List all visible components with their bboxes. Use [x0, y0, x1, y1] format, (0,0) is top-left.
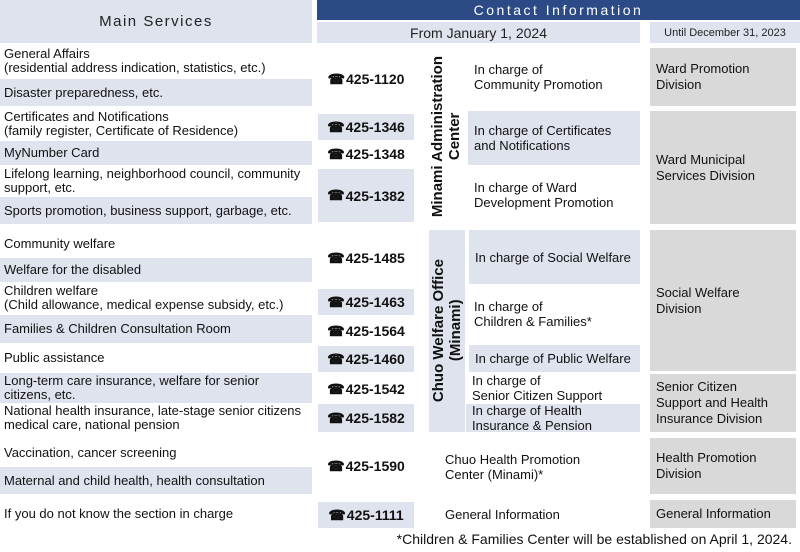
telephone-icon: ☎	[327, 70, 346, 87]
telephone-icon: ☎	[327, 293, 345, 310]
service-label: Long-term care insurance, welfare for senior	[4, 373, 260, 388]
from-date-label: From January 1, 2024	[410, 24, 547, 41]
service-row	[0, 258, 312, 282]
division-senior-citizen-support-health-insurance	[650, 374, 796, 432]
phone-value: 425-1485	[345, 250, 405, 266]
unit-label: General Information	[445, 506, 560, 522]
service-row	[0, 344, 312, 372]
service-label: Community welfare	[4, 236, 116, 251]
service-row	[0, 141, 312, 165]
telephone-icon: ☎	[327, 145, 345, 162]
unit-label: Senior Citizen Support	[472, 388, 603, 403]
contact-information-header	[317, 0, 800, 20]
service-sublabel: medical care, national pension	[4, 417, 180, 432]
service-sublabel: (family register, Certificate of Residence)	[4, 123, 239, 138]
unit-label: Center (Minami)*	[445, 467, 544, 482]
phone-number	[318, 404, 414, 432]
unit-label: Community Promotion	[474, 77, 603, 92]
group-label-line: Chuo Welfare Office	[430, 259, 447, 403]
footnote: *Children & Families Center will be established on April 1, 2024.	[396, 531, 792, 547]
contact-information-title: Contact Information	[473, 2, 644, 18]
chuo-welfare-office-label	[429, 230, 465, 432]
unit-label: In charge of Public Welfare	[475, 351, 631, 366]
unit-label: and Notifications	[474, 138, 571, 153]
division-label: Ward Municipal	[656, 151, 746, 167]
unit-label: In charge of Certificates	[474, 123, 612, 138]
service-row	[0, 500, 312, 528]
service-label: Public assistance	[4, 350, 105, 365]
group-label-line: (Minami)	[447, 300, 464, 362]
service-row	[0, 373, 312, 403]
unit-ward-development	[468, 166, 640, 224]
division-label: Social Welfare	[656, 284, 740, 300]
group-label-line: Minami Administration	[429, 56, 446, 218]
service-label: Vaccination, cancer screening	[4, 444, 177, 460]
service-label: Maternal and child health, health consultation	[4, 472, 265, 488]
telephone-icon: ☎	[327, 380, 345, 397]
division-label: General Information	[656, 506, 771, 521]
unit-label: In charge of Health	[472, 403, 582, 418]
division-ward-municipal-services	[650, 111, 796, 224]
unit-label: In charge of	[474, 299, 543, 314]
until-date-label: Until December 31, 2023	[664, 26, 786, 39]
service-label: Certificates and Notifications	[4, 109, 169, 124]
unit-health-promotion-center	[439, 440, 640, 494]
main-services-header	[0, 0, 312, 43]
phone-number	[318, 318, 414, 344]
phone-value: 425-1120	[346, 71, 405, 87]
division-ward-promotion	[650, 48, 796, 106]
phone-number	[318, 502, 414, 528]
service-row	[0, 467, 312, 494]
phone-number	[318, 169, 414, 222]
service-sublabel: support, etc.	[4, 180, 76, 195]
service-row	[0, 79, 312, 106]
unit-label: In charge of Ward	[474, 180, 577, 195]
phone-number	[318, 62, 414, 96]
service-label: MyNumber Card	[4, 145, 100, 160]
main-services-title: Main Services	[99, 13, 213, 30]
service-label: Children welfare	[4, 283, 98, 298]
telephone-icon: ☎	[328, 506, 346, 523]
division-label: Division	[656, 300, 702, 316]
telephone-icon: ☎	[327, 350, 345, 367]
unit-label: In charge of Social Welfare	[475, 249, 631, 265]
division-label: Support and Health	[656, 395, 769, 410]
service-sublabel: citizens, etc.	[4, 387, 76, 402]
telephone-icon: ☎	[327, 322, 345, 339]
unit-label: In charge of	[472, 373, 541, 388]
until-date-header	[650, 22, 800, 43]
phone-value: 425-1564	[345, 323, 405, 339]
phone-value: 425-1542	[345, 381, 405, 397]
unit-children-families	[468, 286, 640, 342]
division-label: Insurance Division	[656, 411, 763, 426]
division-social-welfare	[650, 230, 796, 371]
unit-community-promotion	[468, 48, 640, 106]
service-row	[0, 439, 312, 466]
telephone-icon: ☎	[327, 249, 345, 266]
service-label: General Affairs	[4, 46, 90, 61]
division-label: Services Division	[656, 167, 755, 183]
service-sublabel: (residential address indication, statistics, etc.)	[4, 60, 266, 75]
service-row	[0, 315, 312, 343]
phone-number	[318, 346, 414, 372]
unit-general-information	[439, 500, 640, 528]
unit-label: Development Promotion	[474, 195, 614, 210]
telephone-icon: ☎	[327, 187, 345, 203]
service-label: Welfare for the disabled	[4, 262, 142, 277]
service-row	[0, 403, 312, 433]
unit-certificates-notifications	[468, 111, 640, 165]
telephone-icon: ☎	[327, 409, 345, 426]
service-label: National health insurance, late-stage senior citizens	[4, 403, 302, 418]
phone-value: 425-1463	[345, 294, 405, 310]
phone-number	[318, 114, 414, 140]
phone-number	[318, 142, 414, 166]
minami-administration-center-label	[426, 48, 466, 226]
unit-social-welfare	[469, 230, 640, 284]
phone-value: 425-1582	[345, 410, 405, 426]
division-label: Division	[656, 77, 702, 92]
service-label: Families & Children Consultation Room	[4, 321, 231, 336]
phone-value: 425-1460	[345, 351, 405, 367]
service-label: If you do not know the section in charge	[4, 506, 234, 521]
phone-value: 425-1111	[346, 507, 404, 523]
service-row	[0, 282, 312, 314]
service-row	[0, 165, 312, 197]
service-row	[0, 44, 312, 78]
division-label: Division	[656, 466, 702, 481]
group-label-line: Center	[446, 113, 463, 161]
unit-senior-citizen-support	[466, 373, 640, 403]
from-date-header	[317, 22, 640, 43]
service-label: Disaster preparedness, etc.	[4, 84, 163, 100]
phone-value: 425-1346	[345, 119, 405, 135]
division-general-information	[650, 500, 796, 528]
telephone-icon: ☎	[327, 118, 345, 135]
unit-label: Insurance & Pension	[472, 418, 592, 433]
telephone-icon: ☎	[327, 457, 345, 474]
division-label: Ward Promotion	[656, 61, 750, 76]
division-label: Health Promotion	[656, 450, 757, 465]
phone-number	[318, 452, 414, 480]
service-row	[0, 230, 312, 258]
phone-number	[318, 376, 414, 402]
division-health-promotion	[650, 438, 796, 494]
unit-health-insurance-pension	[466, 404, 640, 432]
service-label: Lifelong learning, neighborhood council, community	[4, 166, 301, 181]
phone-value: 425-1382	[345, 187, 405, 204]
service-row	[0, 108, 312, 140]
service-label: Sports promotion, business support, garbage, etc.	[4, 202, 292, 218]
unit-public-welfare	[469, 345, 640, 372]
unit-label: Children & Families*	[474, 314, 592, 329]
unit-label: Chuo Health Promotion	[445, 452, 581, 467]
phone-value: 425-1590	[345, 458, 405, 474]
unit-label: In charge of	[474, 62, 543, 77]
division-label: Senior Citizen	[656, 379, 737, 394]
service-row	[0, 197, 312, 224]
phone-value: 425-1348	[345, 146, 405, 162]
service-sublabel: (Child allowance, medical expense subsidy, etc.)	[4, 297, 284, 312]
phone-number	[318, 244, 414, 272]
phone-number	[318, 289, 414, 315]
